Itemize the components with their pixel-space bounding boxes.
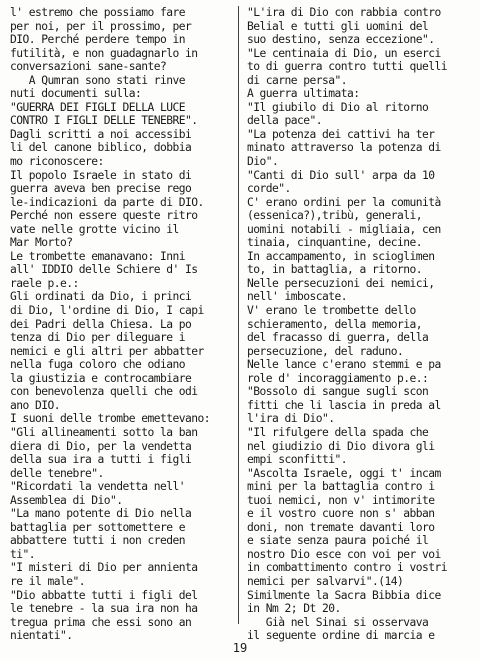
- text-line: tenza di Dio per dileguare i: [10, 331, 186, 345]
- text-line: "Dio abbatte tutti i figli del: [10, 588, 198, 602]
- text-line: le tenebre - la sua ira non ha: [10, 602, 198, 616]
- text-line: di carne persa".: [247, 73, 348, 87]
- text-line: ti".: [10, 547, 36, 561]
- text-line: corde".: [247, 182, 291, 196]
- text-line: doni, non tremate davanti loro: [247, 520, 435, 534]
- text-line: Similmente la Sacra Bibbia dice: [247, 588, 441, 602]
- text-line: e il vostro cuore non s' abban: [247, 507, 435, 521]
- text-line: la giustizia e controcambiare: [10, 371, 192, 385]
- text-line: uomini notabili - migliaia, cen: [247, 222, 441, 236]
- text-line: futilità, e non guadagnarlo in: [10, 46, 198, 60]
- text-line: guerra aveva ben precise rego: [10, 182, 192, 196]
- text-line: Mar Morto?: [10, 236, 73, 250]
- text-line: della sua ira a tutti i figli: [10, 453, 192, 467]
- text-line: raele p.e.:: [10, 276, 79, 290]
- text-line: della pace".: [247, 114, 323, 128]
- text-line: minato attraverso la potenza di: [247, 141, 441, 155]
- text-line: nientati".: [10, 629, 73, 643]
- text-line: e siate senza paura poiché il: [247, 534, 429, 548]
- text-line: ano DIO.: [10, 398, 61, 412]
- text-line: schieramento, della memoria,: [247, 317, 423, 331]
- right-column: [247, 6, 475, 643]
- text-line: V' erano le trombette dello: [247, 304, 416, 318]
- text-line: role d' incoraggiamento p.e.:: [247, 371, 429, 385]
- text-line: Dagli scritti a noi accessibi: [10, 127, 192, 141]
- text-line: l' estremo che possiamo fare: [10, 6, 186, 19]
- text-line: CONTRO I FIGLI DELLE TENEBRE".: [10, 114, 198, 128]
- text-line: nel giudizio di Dio divora gli: [247, 439, 435, 453]
- text-line: "La mano potente di Dio nella: [10, 507, 192, 521]
- column-divider: [238, 6, 239, 624]
- text-line: battaglia per sottomettere e: [10, 520, 186, 534]
- text-line: di Dio, l'ordine di Dio, I capi: [10, 304, 204, 318]
- text-line: nostro Dio esce con voi per voi: [247, 547, 441, 561]
- text-line: In accampamento, in scioglimen: [247, 249, 435, 263]
- text-line: delle tenebre".: [10, 466, 104, 480]
- text-line: Belial e tutti gli uomini del: [247, 19, 429, 33]
- text-line: mini per la battaglia contro i: [247, 480, 435, 494]
- text-line: Nelle lance c'erano stemmi e pa: [247, 358, 441, 372]
- text-line: l'ira di Dio".: [247, 412, 335, 426]
- text-line: le-indicazioni da parte di DIO.: [10, 195, 204, 209]
- text-line: re il male".: [10, 574, 86, 588]
- text-line: I suoni delle trombe emettevano:: [10, 412, 211, 426]
- text-line: per noi, per il prossimo, per: [10, 19, 192, 33]
- text-line: diera di Dio, per la vendetta: [10, 439, 192, 453]
- text-line: conversazioni sane-sante?: [10, 60, 167, 74]
- text-line: persecuzione, del raduno.: [247, 344, 404, 358]
- text-line: A Qumran sono stati rinve: [10, 73, 186, 87]
- text-line: Le trombette emanavano: Inni: [10, 249, 186, 263]
- text-line: Perché non essere queste ritro: [10, 209, 198, 223]
- text-line: C' erano ordini per la comunità: [247, 195, 441, 209]
- text-line: li del canone biblico, dobbia: [10, 141, 192, 155]
- text-line: Gli ordinati da Dio, i princi: [10, 290, 192, 304]
- text-line: Già nel Sinai si osservava: [247, 615, 429, 629]
- text-line: il seguente ordine di marcia e: [247, 629, 435, 643]
- text-line: tinaia, cinquantine, decine.: [247, 236, 423, 250]
- text-line: empi sconfitti".: [247, 453, 348, 467]
- page-number: 19: [232, 641, 248, 655]
- text-line: vate nelle grotte vicino il: [10, 222, 179, 236]
- text-line: "I misteri di Dio per annienta: [10, 561, 198, 575]
- text-line: del fracasso di guerra, della: [247, 331, 429, 345]
- text-line: dei Padri della Chiesa. La po: [10, 317, 192, 331]
- text-line: in Nm 2; Dt 20.: [247, 602, 341, 616]
- text-line: abbattere tutti i non creden: [10, 534, 186, 548]
- text-line: Assemblea di Dio".: [10, 493, 123, 507]
- text-line: "La potenza dei cattivi ha ter: [247, 127, 435, 141]
- text-line: tuoi nemici, non v' intimorite: [247, 493, 435, 507]
- text-line: "Canti di Dio sull' arpa da 10: [247, 168, 435, 182]
- text-line: nuti documenti sulla:: [10, 87, 142, 101]
- text-line: tregua prima che essi sono an: [10, 615, 192, 629]
- text-line: "L'ira di Dio con rabbia contro: [247, 6, 441, 19]
- text-line: in combattimento contro i vostri: [247, 561, 448, 575]
- text-line: A guerra ultimata:: [247, 87, 360, 101]
- text-line: nell' imboscate.: [247, 290, 348, 304]
- text-line: to di guerra contro tutti quelli: [247, 60, 448, 74]
- text-line: con benevolenza quelli che odi: [10, 385, 198, 399]
- text-line: nemici per salvarvi".(14): [247, 574, 404, 588]
- text-line: nella fuga coloro che odiano: [10, 358, 186, 372]
- left-column: [10, 6, 232, 643]
- text-line: mo riconoscere:: [10, 155, 104, 169]
- text-line: "GUERRA DEI FIGLI DELLA LUCE: [10, 100, 186, 114]
- text-line: Nelle persecuzioni dei nemici,: [247, 276, 435, 290]
- text-line: "Il rifulgere della spada che: [247, 425, 429, 439]
- text-line: nemici e gli altri per abbatter: [10, 344, 204, 358]
- text-line: "Le centinaia di Dio, un eserci: [247, 46, 441, 60]
- text-line: suo destino, senza eccezione".: [247, 33, 435, 47]
- text-line: (essenica?),tribù, generali,: [247, 209, 423, 223]
- text-line: "Ascolta Israele, oggi t' incam: [247, 466, 441, 480]
- text-line: DIO. Perché perdere tempo in: [10, 33, 186, 47]
- text-line: "Il giubilo di Dio al ritorno: [247, 100, 429, 114]
- text-line: "Gli allineamenti sotto la ban: [10, 425, 198, 439]
- text-line: Dio".: [247, 155, 279, 169]
- text-line: "Ricordati la vendetta nell': [10, 480, 186, 494]
- text-line: "Bossolo di sangue sugli scon: [247, 385, 429, 399]
- text-line: to, in battaglia, a ritorno.: [247, 263, 423, 277]
- text-line: all' IDDIO delle Schiere d' Is: [10, 263, 198, 277]
- text-line: Il popolo Israele in stato di: [10, 168, 192, 182]
- text-line: fitti che li lascia in preda al: [247, 398, 441, 412]
